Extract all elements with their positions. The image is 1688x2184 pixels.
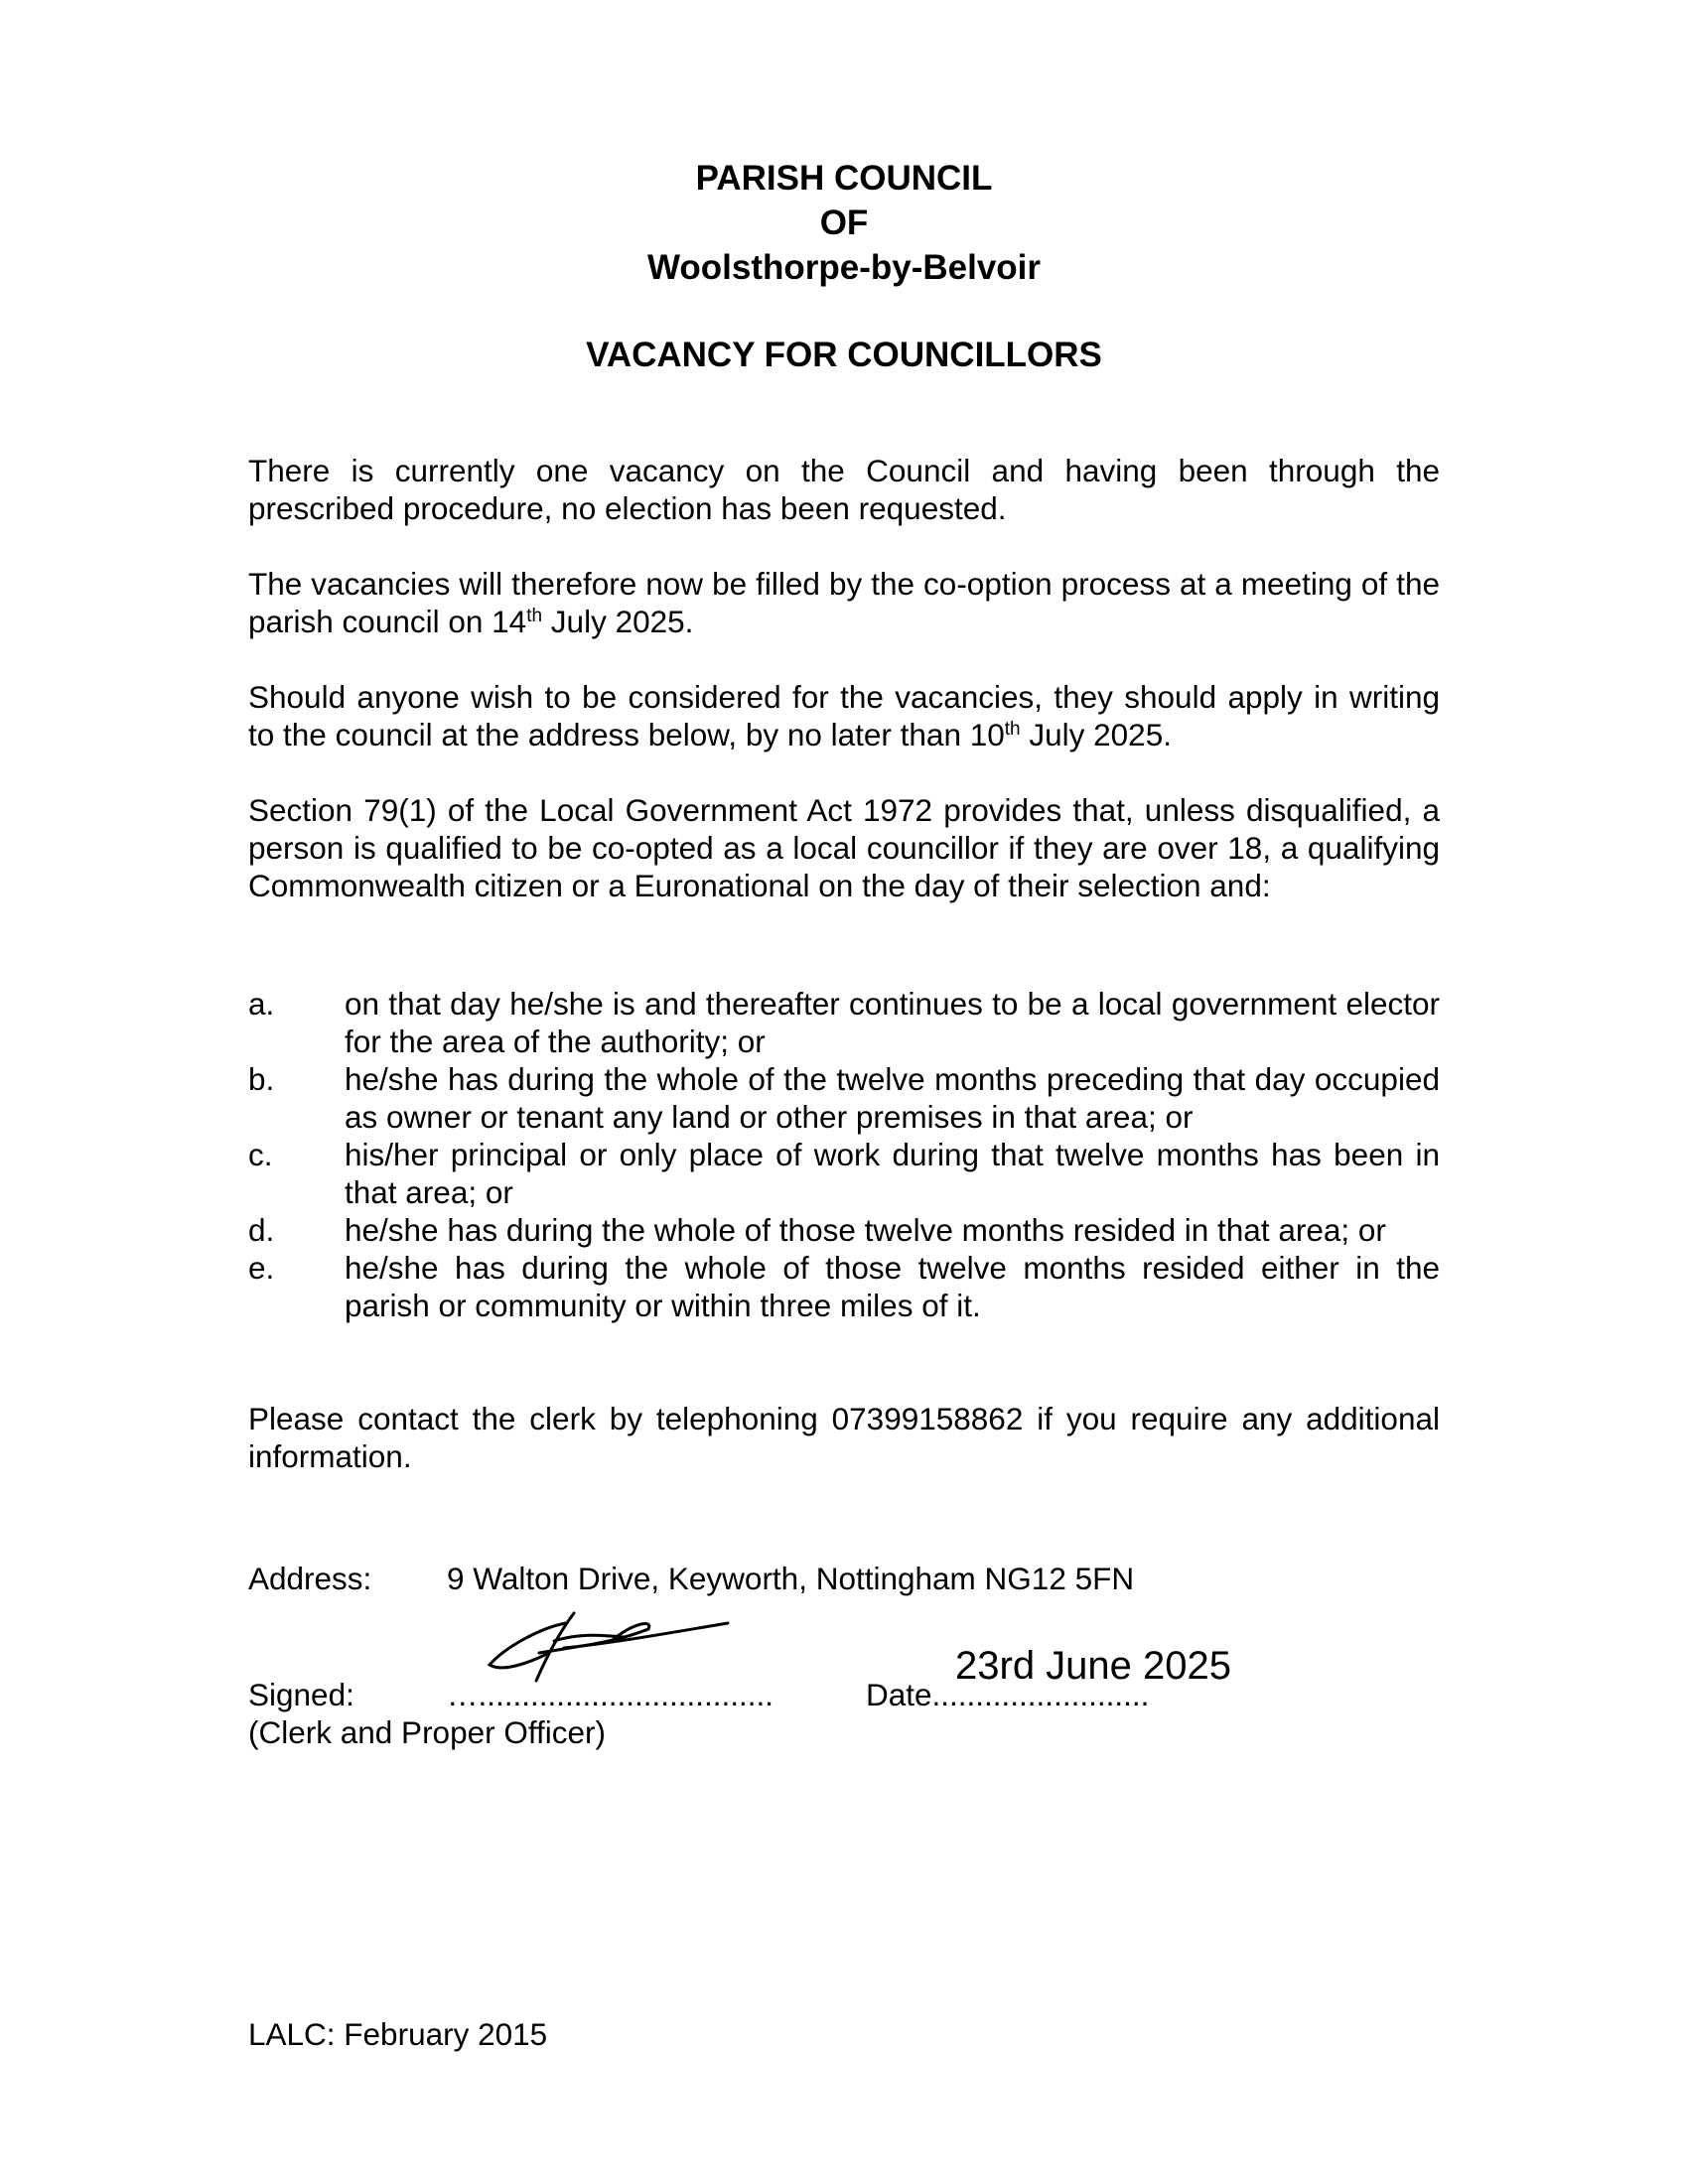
date-label: Date......................... [866, 1677, 1150, 1712]
footer-reference: LALC: February 2015 [248, 2016, 548, 2052]
paragraph-contact-clerk: Please contact the clerk by telephoning 07399158862 if you require any additional information. [248, 1401, 1440, 1474]
list-item-letter: c. [248, 1137, 273, 1172]
deadline-date-text: July 2025. [1020, 717, 1172, 752]
signed-date: 23rd June 2025 [955, 1644, 1232, 1688]
list-item [248, 985, 1440, 1060]
meeting-date-suffix: th [526, 606, 543, 626]
header-line-2: OF [819, 204, 869, 242]
council-header [0, 156, 1688, 290]
list-item [248, 1249, 1440, 1324]
header-line-1: PARISH COUNCIL [695, 159, 993, 198]
list-item [248, 1211, 1440, 1249]
address-value: 9 Walton Drive, Keyworth, Nottingham NG12 5FN [447, 1561, 1135, 1596]
signed-label: Signed: [248, 1677, 354, 1712]
co-option-text: The vacancies will therefore now be filled by the co-option process at a meeting of the parish council on 14 [248, 566, 1440, 639]
paragraph-application-deadline [248, 678, 1440, 753]
application-text: Should anyone wish to be considered for the vacancies, they should apply in writing to the council at the address below, by no later than 10 [248, 679, 1440, 752]
list-item-text: he/she has during the whole of those twelve months resided in that area; or [345, 1212, 1386, 1248]
list-item-text: he/she has during the whole of those twelve months resided either in the parish or community or within three miles of it. [345, 1250, 1440, 1323]
list-item-letter: d. [248, 1212, 275, 1248]
paragraph-eligibility: Section 79(1) of the Local Government Act 1972 provides that, unless disqualified, a person is qualified to be co-opted as a local councillor if they are over 18, a qualifying Commonwealth citizen or a Euronational on the day of their selection and: [248, 792, 1440, 903]
list-item-letter: b. [248, 1061, 275, 1097]
signature-line: ….................................. [447, 1677, 774, 1712]
clerk-signature [485, 1603, 738, 1683]
list-item [248, 1136, 1440, 1211]
list-item-text: on that day he/she is and thereafter continues to be a local government elector for the area of the authority; or [345, 986, 1440, 1059]
eligibility-criteria-list [248, 985, 1440, 1324]
list-item-letter: e. [248, 1250, 275, 1286]
meeting-date-text: July 2025. [542, 604, 694, 639]
paragraph-vacancy-status: There is currently one vacancy on the Council and having been through the prescribed procedure, no election has been requested. [248, 453, 1440, 526]
list-item-letter: a. [248, 986, 275, 1022]
paragraph-co-option-meeting [248, 565, 1440, 640]
document-title: VACANCY FOR COUNCILLORS [586, 336, 1102, 374]
signatory-role: (Clerk and Proper Officer) [248, 1714, 607, 1750]
list-item-text: he/she has during the whole of the twelve months preceding that day occupied as owner or tenant any land or other premises in that area; or [345, 1061, 1440, 1135]
address-label: Address: [248, 1561, 372, 1596]
list-item-text: his/her principal or only place of work during that twelve months has been in that area; or [345, 1137, 1440, 1210]
header-line-3: Woolsthorpe-by-Belvoir [646, 248, 1042, 287]
deadline-date-suffix: th [1004, 719, 1021, 740]
list-item [248, 1060, 1440, 1136]
